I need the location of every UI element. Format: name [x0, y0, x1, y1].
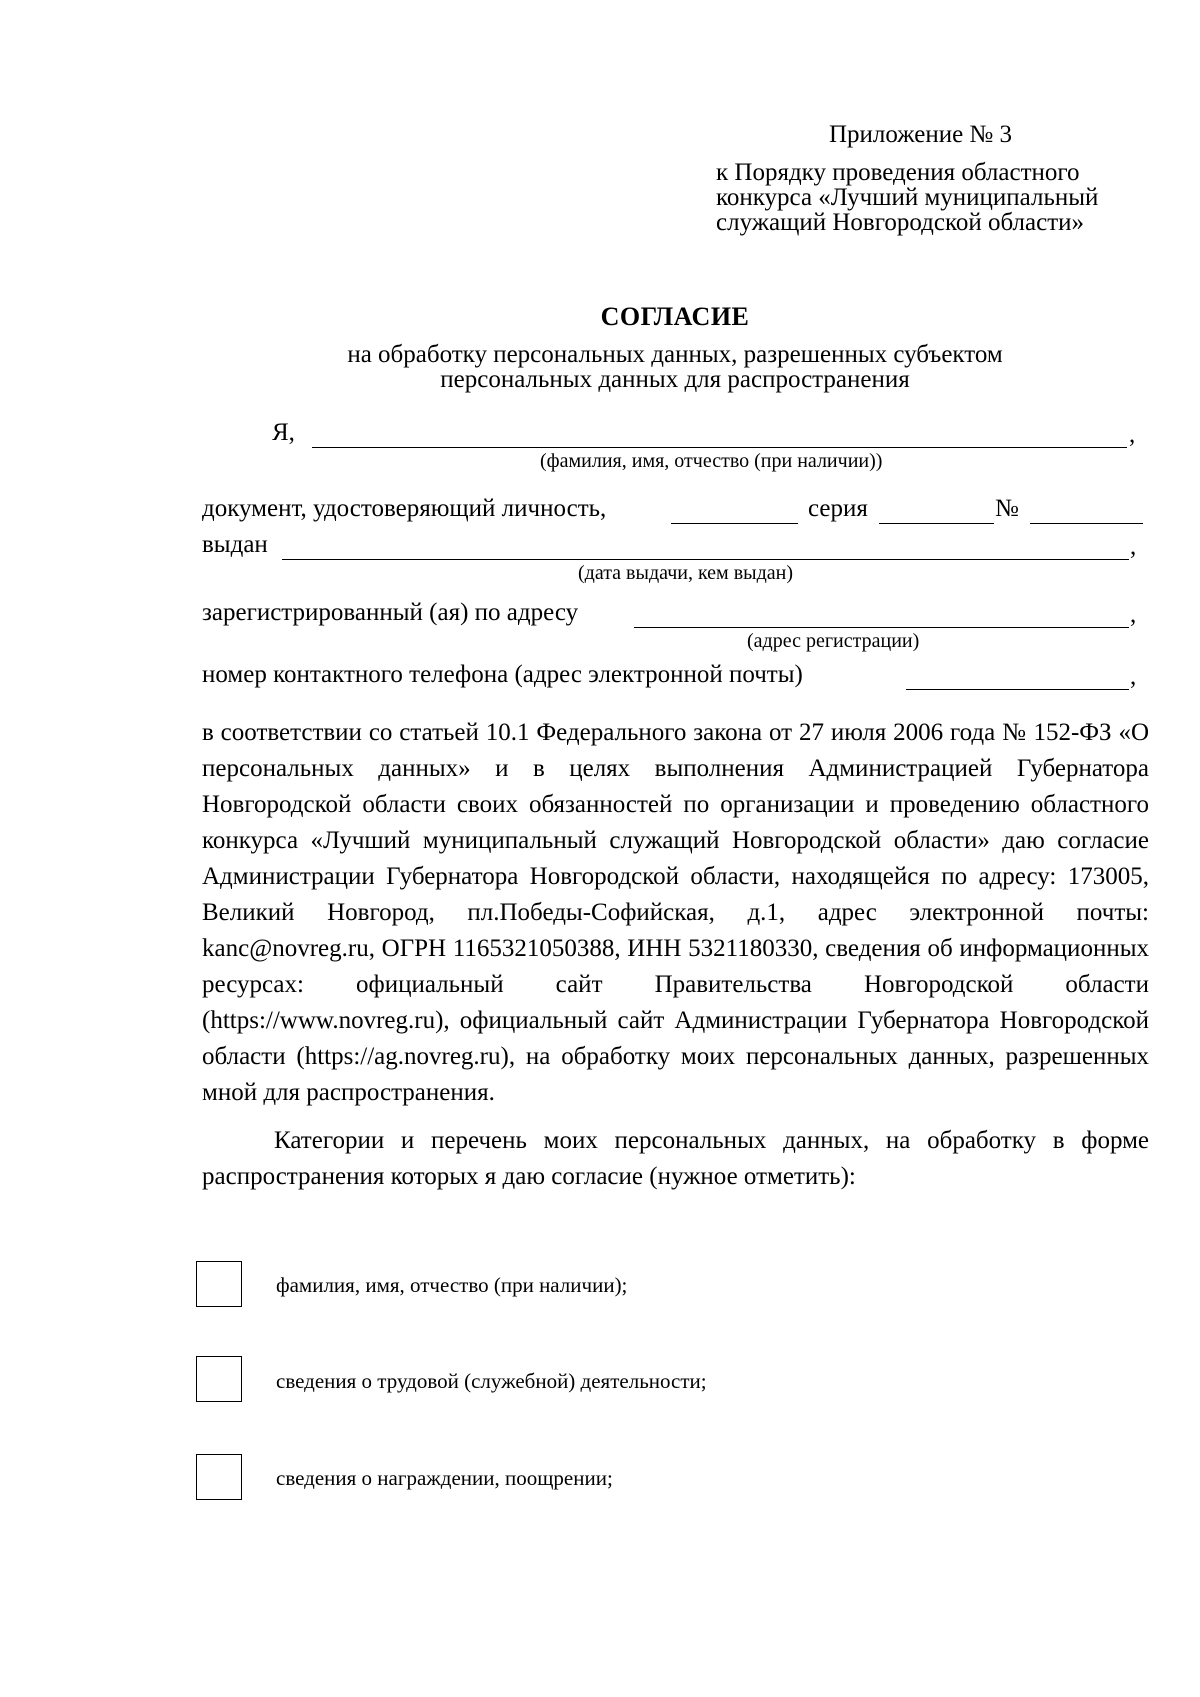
checkbox-work-activity-label: сведения о трудовой (служебной) деятельности; — [276, 1369, 707, 1393]
document-subtitle — [0, 342, 1200, 392]
fio-comma: , — [1129, 421, 1136, 448]
checkbox-awards-label: сведения о награждении, поощрении; — [276, 1466, 613, 1490]
number-input-line[interactable] — [1030, 523, 1143, 524]
issued-label: выдан — [202, 531, 268, 558]
appendix-description — [716, 160, 1098, 235]
categories-paragraph: Категории и перечень моих персональных данных, на обработку в форме распространения которых я даю согласие (нужное отметить): — [202, 1127, 1149, 1190]
issued-comma: , — [1130, 533, 1137, 560]
fio-caption: (фамилия, имя, отчество (при наличии)) — [540, 450, 883, 472]
address-comma: , — [1130, 601, 1137, 628]
appendix-line: служащий Новгородской области» — [716, 209, 1085, 236]
address-caption: (адрес регистрации) — [747, 630, 920, 652]
contact-input-line[interactable] — [906, 689, 1129, 690]
appendix-line: конкурса «Лучший муниципальный — [716, 184, 1099, 211]
consent-body — [202, 715, 1149, 1195]
consent-paragraph: в соответствии со статьей 10.1 Федерального закона от 27 июля 2006 года № 152-ФЗ «О персональных данных» и в целях выполнения Администрацией Губернатора Новгородской области своих обязанностей по организации и проведению областного конкурса «Лучший муниципальный служащий Новгородской области» даю согласие Администрации Губернатора Новгородской области, находящейся по адресу: 173005, Великий Новгород, пл.Победы-Софийская, д.1, адрес электронной почты: kanc@novreg.ru, ОГРН 1165321050388, ИНН 5321180330, сведения об информационных ресурсах: официальный сайт Правительства Новгородской области (https://www.novreg.ru), официальный сайт Администрации Губернатора Новгородской области (https://ag.novreg.ru), на обработку моих персональных данных, разрешенных мной для распространения. — [202, 719, 1149, 1106]
registered-label: зарегистрированный (ая) по адресу — [202, 599, 579, 626]
appendix-title: Приложение № 3 — [829, 121, 1013, 148]
contact-comma: , — [1130, 663, 1137, 690]
checkbox-fio-label: фамилия, имя, отчество (при наличии); — [276, 1273, 628, 1297]
fio-input-line[interactable] — [312, 447, 1127, 448]
checkbox-fio[interactable] — [196, 1261, 242, 1307]
issued-input-line[interactable] — [282, 559, 1129, 560]
id-document-label: документ, удостоверяющий личность, — [202, 495, 607, 522]
series-label: серия — [808, 495, 868, 522]
checkbox-work-activity[interactable] — [196, 1356, 242, 1402]
series-input-line[interactable] — [879, 523, 994, 524]
subtitle-line: на обработку персональных данных, разрешенных субъектом — [347, 341, 1003, 368]
document-title: СОГЛАСИЕ — [600, 302, 750, 331]
number-label: № — [995, 495, 1019, 522]
subtitle-line: персональных данных для распространения — [440, 366, 910, 393]
i-label: Я, — [272, 419, 295, 446]
id-document-input-line[interactable] — [671, 523, 798, 524]
address-input-line[interactable] — [634, 627, 1129, 628]
checkbox-awards[interactable] — [196, 1454, 242, 1500]
issued-caption: (дата выдачи, кем выдан) — [578, 562, 793, 584]
contact-label: номер контактного телефона (адрес электронной почты) — [202, 661, 803, 688]
appendix-line: к Порядку проведения областного — [716, 159, 1080, 186]
